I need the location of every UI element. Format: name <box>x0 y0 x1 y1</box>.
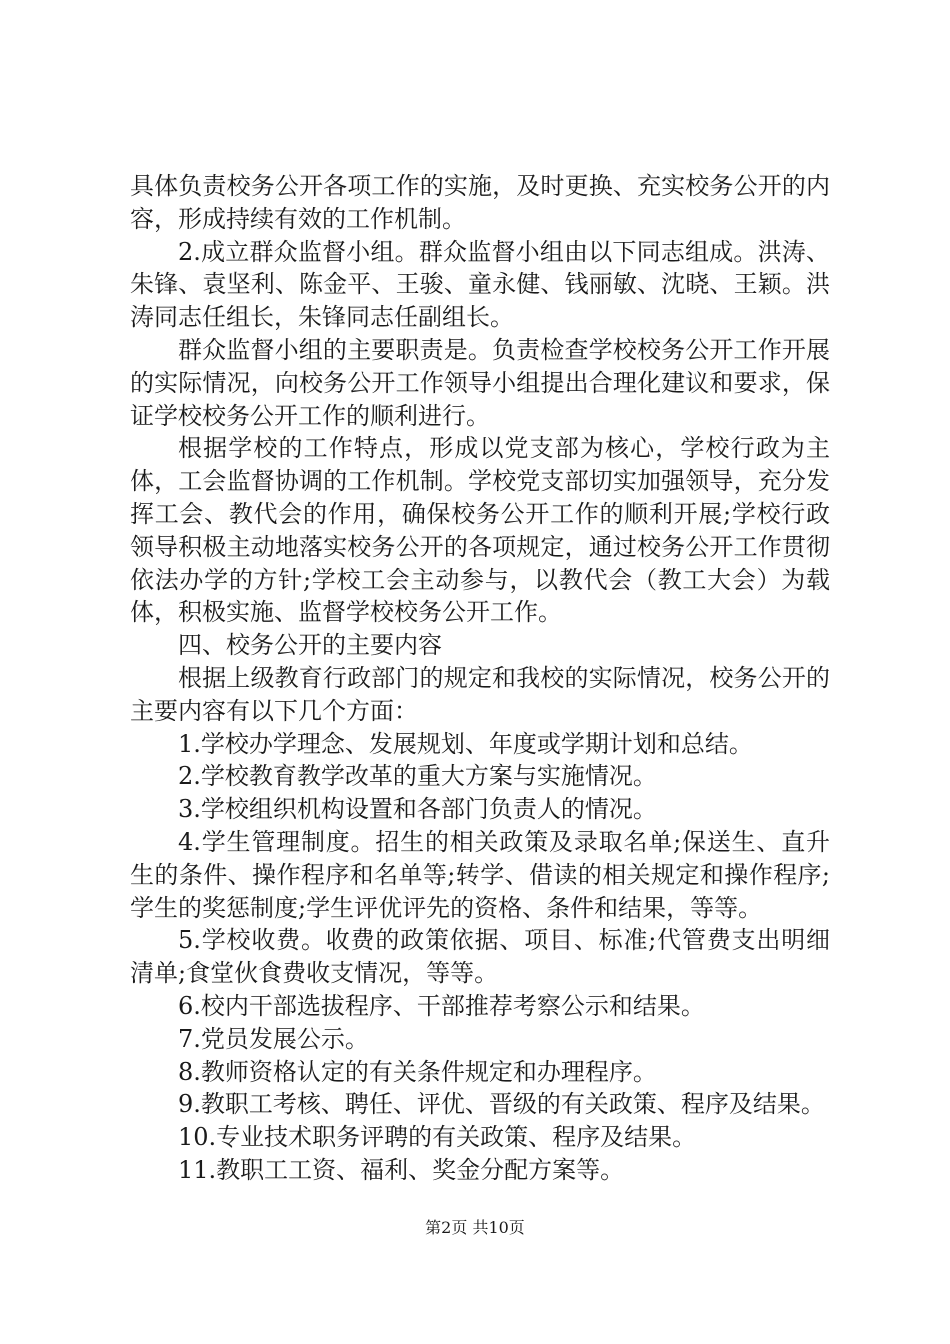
list-item: 2.学校教育教学改革的重大方案与实施情况。 <box>178 762 657 791</box>
list-item: 7.党员发展公示。 <box>178 1024 369 1053</box>
paragraph: 2.成立群众监督小组。群众监督小组由以下同志组成。洪涛、朱锋、袁坚利、陈金平、王骏、童永健、钱丽敏、沈晓、王颖。洪涛同志任组长，朱锋同志任副组长。 <box>130 237 830 332</box>
paragraph: 具体负责校务公开各项工作的实施，及时更换、充实校务公开的内容，形成持续有效的工作机制。 <box>130 172 830 233</box>
section-heading: 四、校务公开的主要内容 <box>178 631 442 660</box>
list-item: 1.学校办学理念、发展规划、年度或学期计划和总结。 <box>178 729 753 758</box>
list-item: 6.校内干部选拔程序、干部推荐考察公示和结果。 <box>178 991 705 1020</box>
page-number-footer: 第2页 共10页 <box>425 1218 525 1237</box>
list-item: 4.学生管理制度。招生的相关政策及录取名单;保送生、直升生的条件、操作程序和名单等;转学、借读的相关规定和操作程序;学生的奖惩制度;学生评优评先的资格、条件和结果，等等。 <box>130 827 830 922</box>
document-body <box>130 170 830 1187</box>
paragraph: 根据学校的工作特点，形成以党支部为核心，学校行政为主体，工会监督协调的工作机制。学校党支部切实加强领导，充分发挥工会、教代会的作用，确保校务公开工作的顺利开展;学校行政领导积极主动地落实校务公开的各项规定，通过校务公开工作贯彻依法办学的方针;学校工会主动参与，以教代会（教工大会）为载体，积极实施、监督学校校务公开工作。 <box>130 434 830 627</box>
list-item: 8.教师资格认定的有关条件规定和办理程序。 <box>178 1057 657 1086</box>
paragraph: 根据上级教育行政部门的规定和我校的实际情况，校务公开的主要内容有以下几个方面： <box>130 663 830 725</box>
list-item: 10.专业技术职务评聘的有关政策、程序及结果。 <box>178 1123 697 1152</box>
list-item: 5.学校收费。收费的政策依据、项目、标准;代管费支出明细清单;食堂伙食费收支情况，等等。 <box>130 926 830 988</box>
list-item: 11.教职工工资、福利、奖金分配方案等。 <box>178 1155 625 1184</box>
paragraph: 群众监督小组的主要职责是。负责检查学校校务公开工作开展的实际情况，向校务公开工作领导小组提出合理化建议和要求，保证学校校务公开工作的顺利进行。 <box>130 335 830 430</box>
list-item: 3.学校组织机构设置和各部门负责人的情况。 <box>178 795 657 824</box>
list-item: 9.教职工考核、聘任、评优、晋级的有关政策、程序及结果。 <box>178 1090 825 1119</box>
